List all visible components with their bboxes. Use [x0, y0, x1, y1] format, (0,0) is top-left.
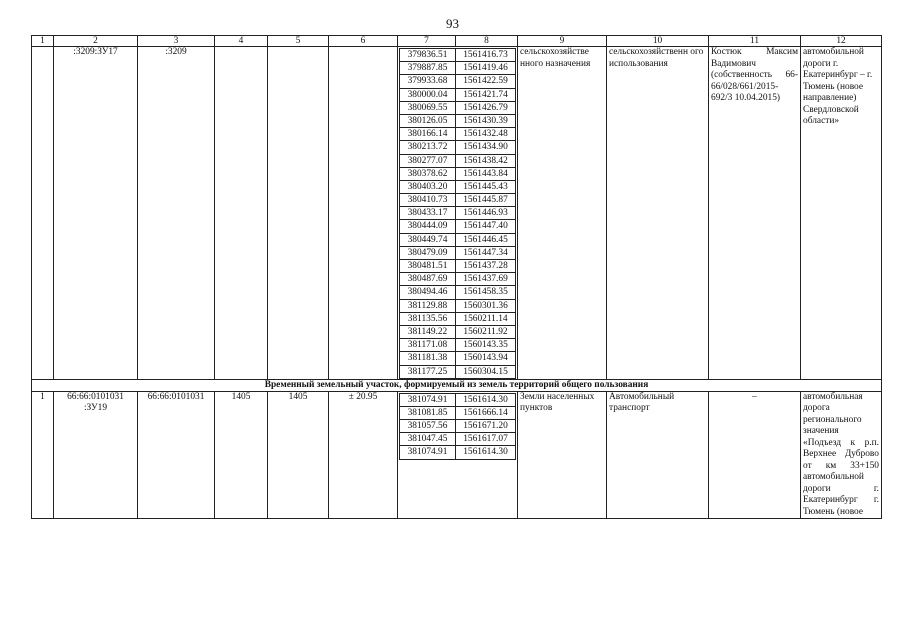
- coordinates-table: [399, 393, 516, 460]
- land-plots-table: [31, 35, 882, 519]
- coordinate-row: [400, 167, 516, 180]
- coordinate-y: 1561432.48: [456, 128, 516, 141]
- column-number: 10: [607, 36, 709, 47]
- coordinate-row: [400, 141, 516, 154]
- coordinate-y: 1561434.90: [456, 141, 516, 154]
- coordinate-y: 1561443.84: [456, 167, 516, 180]
- coordinate-y: 1560211.92: [456, 325, 516, 338]
- coordinate-x: 381171.08: [400, 339, 456, 352]
- coordinate-y: 1561671.20: [456, 420, 516, 433]
- coordinate-y: 1560143.35: [456, 339, 516, 352]
- coordinate-row: [400, 128, 516, 141]
- coordinates-cell: [398, 391, 518, 519]
- source-cadastral-number-cell: :3209: [138, 47, 215, 380]
- coordinate-y: 1561458.35: [456, 286, 516, 299]
- coordinate-x: 380403.20: [400, 180, 456, 193]
- right-holder-cell: –: [709, 391, 801, 519]
- coordinates-cell: [398, 47, 518, 380]
- coordinate-row: [400, 352, 516, 365]
- area-error-cell: ± 20.95: [329, 391, 398, 519]
- land-category-cell: Земли населенных пунктов: [518, 391, 607, 519]
- row-number-cell: [32, 47, 54, 380]
- coordinate-x: 379933.68: [400, 75, 456, 88]
- coordinate-x: 381074.91: [400, 393, 456, 406]
- coordinate-row: [400, 299, 516, 312]
- area-cell: 1405: [268, 391, 329, 519]
- column-number: 2: [54, 36, 138, 47]
- column-number: 1: [32, 36, 54, 47]
- area-cell: [268, 47, 329, 380]
- coordinate-x: 381135.56: [400, 312, 456, 325]
- coordinate-x: 381047.45: [400, 433, 456, 446]
- coordinate-y: 1561445.43: [456, 180, 516, 193]
- table-row: [32, 391, 882, 519]
- coordinate-y: 1561445.87: [456, 194, 516, 207]
- area-error-cell: [329, 47, 398, 380]
- coordinate-row: [400, 446, 516, 459]
- coordinate-row: [400, 114, 516, 127]
- coordinate-row: [400, 273, 516, 286]
- coordinate-row: [400, 312, 516, 325]
- table-row: [32, 47, 882, 380]
- coordinate-row: [400, 101, 516, 114]
- coordinate-y: 1560211.14: [456, 312, 516, 325]
- coordinate-y: 1560301.36: [456, 299, 516, 312]
- coordinate-y: 1561617.07: [456, 433, 516, 446]
- coordinate-row: [400, 220, 516, 233]
- coordinate-y: 1561666.14: [456, 406, 516, 419]
- coordinate-row: [400, 339, 516, 352]
- column-number: 4: [215, 36, 268, 47]
- page-number: 93: [446, 16, 459, 31]
- coordinate-y: 1561446.93: [456, 207, 516, 220]
- row-number-cell: 1: [32, 391, 54, 519]
- coordinate-y: 1561614.30: [456, 393, 516, 406]
- coordinate-x: 380444.09: [400, 220, 456, 233]
- coordinate-row: [400, 246, 516, 259]
- coordinate-row: [400, 49, 516, 62]
- coordinate-row: [400, 62, 516, 75]
- coordinate-x: 380378.62: [400, 167, 456, 180]
- coordinate-x: 380449.74: [400, 233, 456, 246]
- coordinate-x: 379887.85: [400, 62, 456, 75]
- coordinate-y: 1560304.15: [456, 365, 516, 378]
- area-cell: 1405: [215, 391, 268, 519]
- coordinate-y: 1561437.28: [456, 260, 516, 273]
- coordinate-row: [400, 406, 516, 419]
- coordinate-x: 380410.73: [400, 194, 456, 207]
- coordinate-y: 1561430.39: [456, 114, 516, 127]
- coordinate-y: 1561447.34: [456, 246, 516, 259]
- coordinate-row: [400, 233, 516, 246]
- coordinate-y: 1561614.30: [456, 446, 516, 459]
- section-title: Временный земельный участок, формируемый из земель территорий общего пользования: [32, 379, 882, 391]
- coordinate-x: 381181.38: [400, 352, 456, 365]
- column-number: 5: [268, 36, 329, 47]
- coordinate-y: 1561416.73: [456, 49, 516, 62]
- coordinate-x: 381081.85: [400, 406, 456, 419]
- coordinate-y: 1561422.59: [456, 75, 516, 88]
- column-number: 7: [398, 36, 456, 47]
- coordinate-row: [400, 325, 516, 338]
- coordinate-y: 1561438.42: [456, 154, 516, 167]
- coordinate-x: 381074.91: [400, 446, 456, 459]
- coordinate-y: 1561446.45: [456, 233, 516, 246]
- coordinate-row: [400, 207, 516, 220]
- coordinate-x: 380277.07: [400, 154, 456, 167]
- coordinate-row: [400, 75, 516, 88]
- column-number: 3: [138, 36, 215, 47]
- purpose-cell: автомобильной дороги г. Екатеринбург – г. Тюмень (новое направление) Свердловской области»: [801, 47, 882, 380]
- permitted-use-cell: Автомобильный транспорт: [607, 391, 709, 519]
- coordinate-row: [400, 180, 516, 193]
- coordinate-row: [400, 154, 516, 167]
- coordinate-row: [400, 393, 516, 406]
- coordinate-x: 379836.51: [400, 49, 456, 62]
- coordinate-x: 380000.04: [400, 88, 456, 101]
- column-number: 8: [455, 36, 517, 47]
- coordinate-x: 380494.46: [400, 286, 456, 299]
- coordinate-y: 1561419.46: [456, 62, 516, 75]
- coordinate-row: [400, 194, 516, 207]
- source-cadastral-number-cell: 66:66:0101031: [138, 391, 215, 519]
- coordinate-row: [400, 260, 516, 273]
- coordinate-x: 380433.17: [400, 207, 456, 220]
- column-number: 9: [518, 36, 607, 47]
- plot-designation-cell: 66:66:0101031 :ЗУ19: [54, 391, 138, 519]
- purpose-cell: автомобильная дорога регионального значения «Подъезд к р.п. Верхнее Дуброво от км 33+150 автомобильной дороги г. Екатеринбург г. Тюмень (новое: [801, 391, 882, 519]
- column-number: 6: [329, 36, 398, 47]
- coordinate-x: 380069.55: [400, 101, 456, 114]
- coordinate-x: 380166.14: [400, 128, 456, 141]
- area-cell: [215, 47, 268, 380]
- column-number-row: [32, 36, 882, 47]
- column-number: 11: [709, 36, 801, 47]
- coordinate-x: 380481.51: [400, 260, 456, 273]
- right-holder-cell: Костюк Максим Вадимович (собственность 66-66/028/661/2015-692/3 10.04.2015): [709, 47, 801, 380]
- coordinate-y: 1561437.69: [456, 273, 516, 286]
- coordinate-y: 1561421.74: [456, 88, 516, 101]
- land-category-cell: сельскохозяйстве нного назначения: [518, 47, 607, 380]
- coordinate-x: 381129.88: [400, 299, 456, 312]
- plot-designation-cell: :3209:ЗУ17: [54, 47, 138, 380]
- coordinate-x: 380213.72: [400, 141, 456, 154]
- coordinate-x: 380479.09: [400, 246, 456, 259]
- permitted-use-cell: сельскохозяйственн ого использования: [607, 47, 709, 380]
- coordinate-row: [400, 420, 516, 433]
- coordinate-row: [400, 365, 516, 378]
- column-number: 12: [801, 36, 882, 47]
- coordinate-x: 380487.69: [400, 273, 456, 286]
- coordinate-x: 381149.22: [400, 325, 456, 338]
- coordinates-table: [399, 48, 516, 379]
- coordinate-row: [400, 433, 516, 446]
- coordinate-x: 381057.56: [400, 420, 456, 433]
- coordinate-x: 380126.05: [400, 114, 456, 127]
- coordinate-y: 1561426.79: [456, 101, 516, 114]
- section-row: [32, 379, 882, 391]
- coordinate-row: [400, 286, 516, 299]
- coordinate-y: 1561447.40: [456, 220, 516, 233]
- coordinate-y: 1560143.94: [456, 352, 516, 365]
- coordinate-x: 381177.25: [400, 365, 456, 378]
- coordinate-row: [400, 88, 516, 101]
